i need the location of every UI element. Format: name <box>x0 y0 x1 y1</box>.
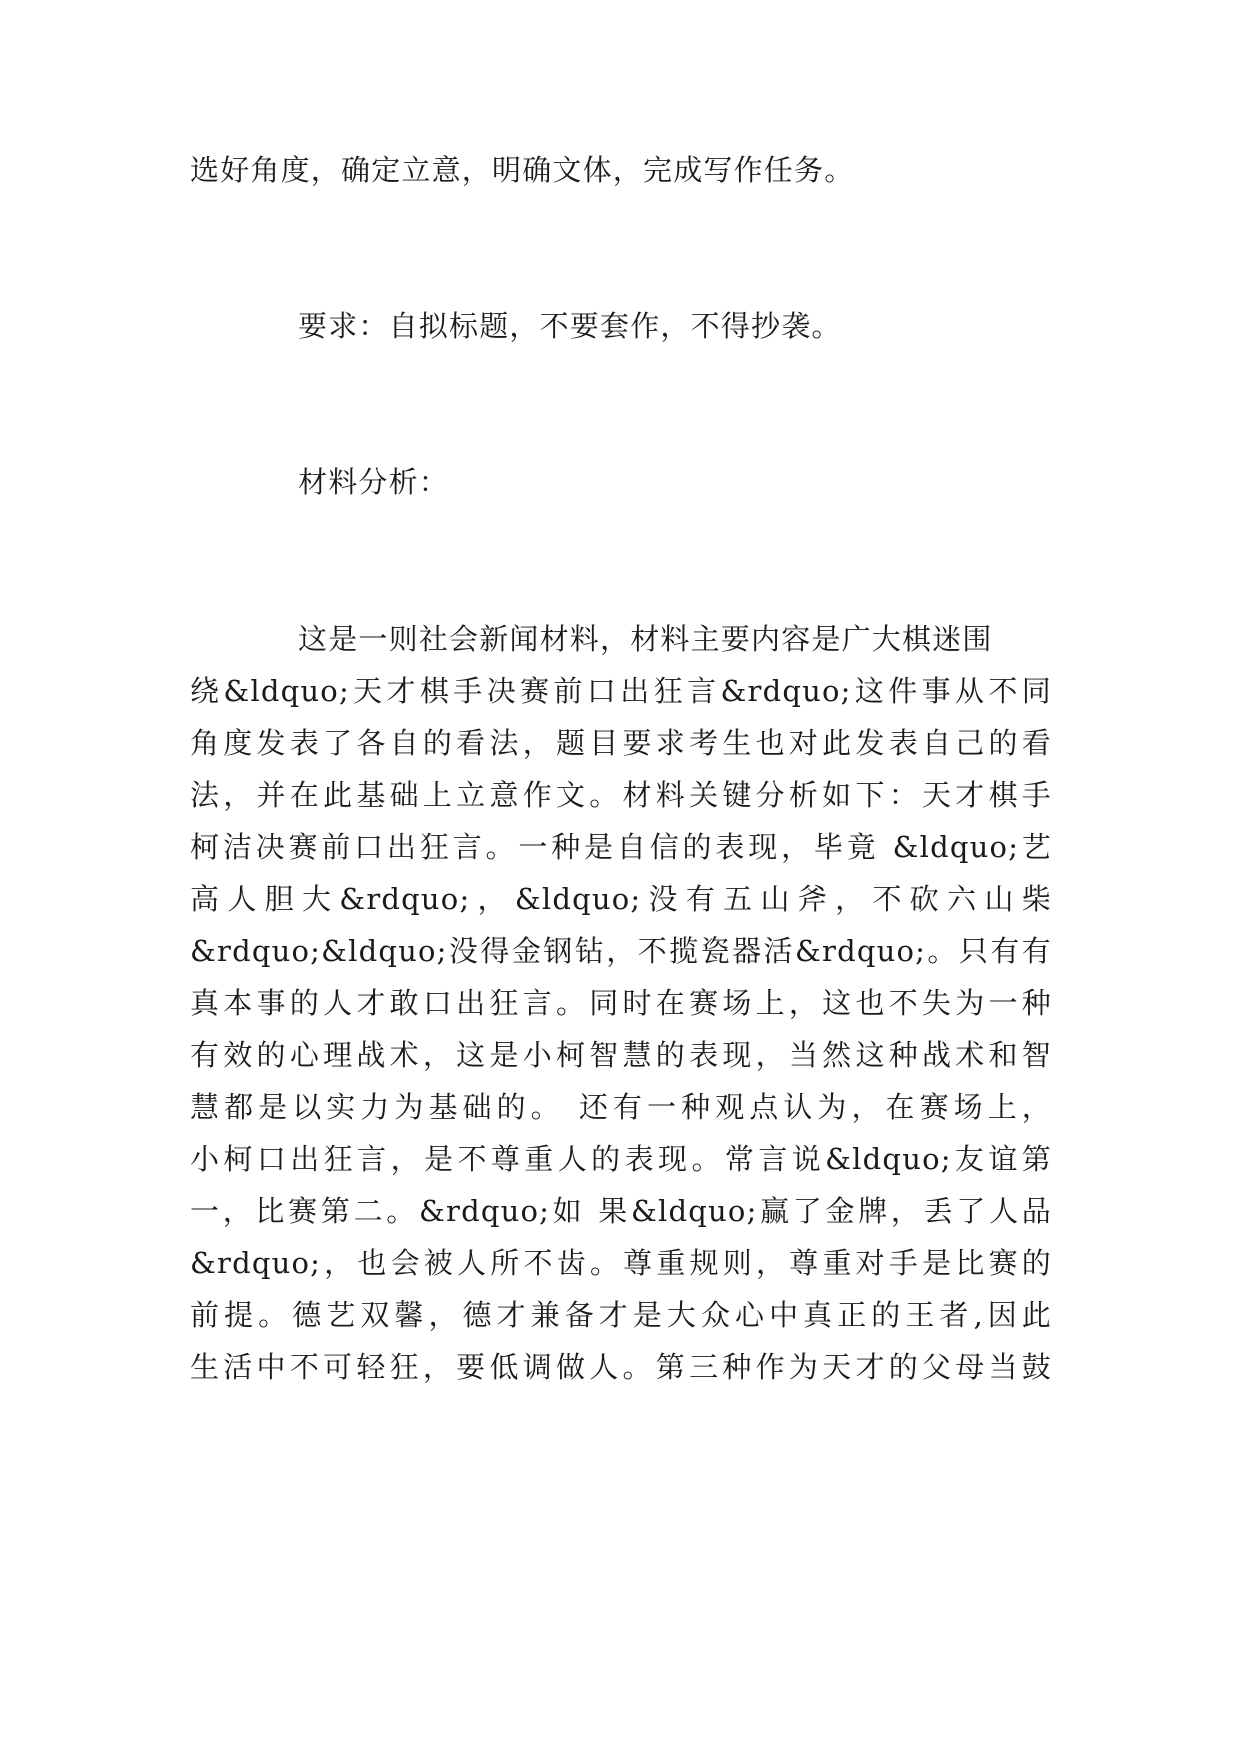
analysis-paragraph-line: 真本事的人才敢口出狂言。同时在赛场上，这也不失为一种 <box>190 986 1052 1020</box>
analysis-paragraph-line: 一，比赛第二。&rdquo;如 果&ldquo;赢了金牌，丢了人品 <box>190 1194 1052 1228</box>
analysis-paragraph-line: 生活中不可轻狂，要低调做人。第三种作为天才的父母当鼓 <box>190 1350 1052 1384</box>
intro-line: 选好角度，确定立意，明确文体，完成写作任务。 <box>190 153 855 187</box>
analysis-paragraph-line: 高人胆大&rdquo;，&ldquo;没有五山斧，不砍六山柴 <box>190 882 1052 916</box>
analysis-paragraph-line: 法，并在此基础上立意作文。材料关键分析如下：天才棋手 <box>190 778 1052 812</box>
analysis-paragraph-line: 前提。德艺双馨，德才兼备才是大众心中真正的王者,因此 <box>190 1298 1052 1332</box>
analysis-paragraph-line: 有效的心理战术，这是小柯智慧的表现，当然这种战术和智 <box>190 1038 1052 1072</box>
analysis-paragraph-line: 小柯口出狂言，是不尊重人的表现。常言说&ldquo;友谊第 <box>190 1142 1052 1176</box>
analysis-paragraph-line: 慧都是以实力为基础的。 还有一种观点认为，在赛场上， <box>190 1090 1052 1124</box>
analysis-heading: 材料分析： <box>298 465 450 499</box>
analysis-paragraph-line: 这是一则社会新闻材料，材料主要内容是广大棋迷围 <box>298 622 993 656</box>
analysis-paragraph-line: 绕&ldquo;天才棋手决赛前口出狂言&rdquo;这件事从不同 <box>190 674 1052 708</box>
requirement-line: 要求：自拟标题，不要套作，不得抄袭。 <box>298 309 842 343</box>
analysis-paragraph-line: 柯洁决赛前口出狂言。一种是自信的表现，毕竟 &ldquo;艺 <box>190 830 1052 864</box>
analysis-paragraph-line: &rdquo;，也会被人所不齿。尊重规则，尊重对手是比赛的 <box>190 1246 1052 1280</box>
analysis-paragraph-line: &rdquo;&ldquo;没得金钢钻，不揽瓷器活&rdquo;。只有有 <box>190 934 1052 968</box>
analysis-paragraph-line: 角度发表了各自的看法，题目要求考生也对此发表自己的看 <box>190 726 1052 760</box>
